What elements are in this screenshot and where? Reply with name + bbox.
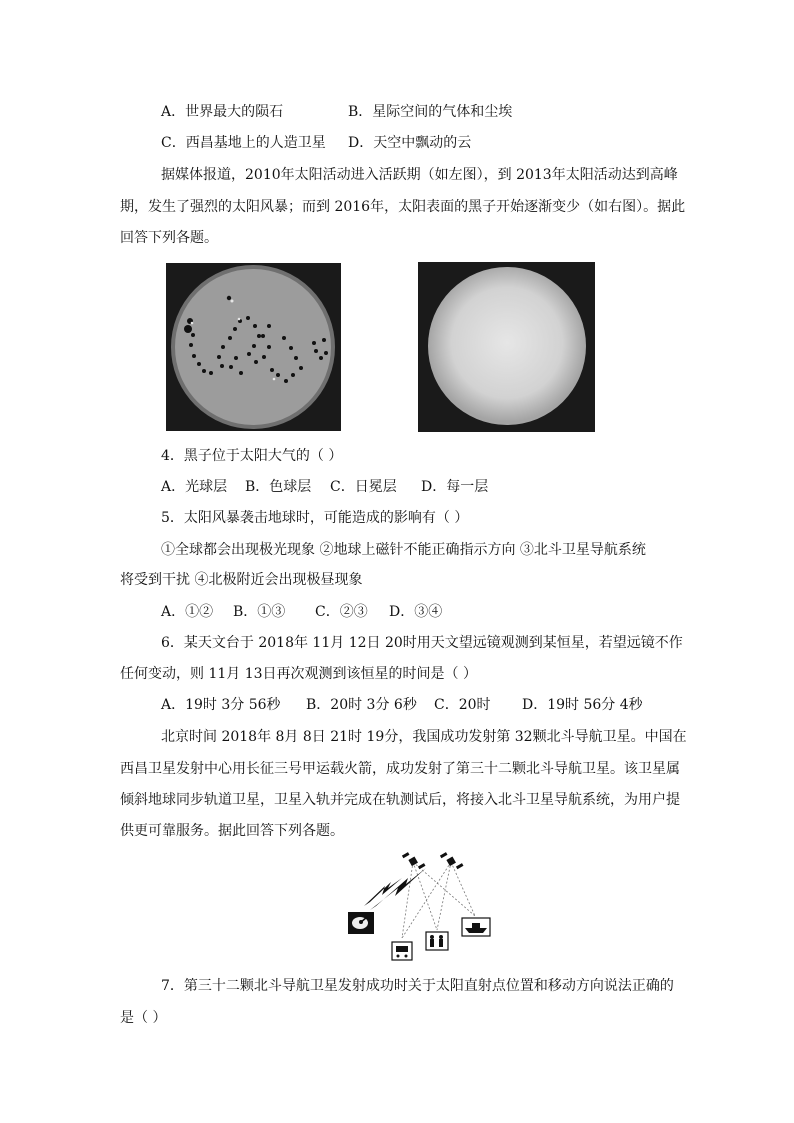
vehicle-icon (392, 942, 412, 960)
passage1-line3: 回答下列各题。 (120, 230, 218, 246)
q7-line2: 是（ ） (120, 1010, 167, 1026)
signal-bolt-icon (364, 878, 402, 906)
passage1-line1: 据媒体报道，2010年太阳活动进入活跃期（如左图），到 2013年太阳活动达到高峰 (161, 167, 678, 183)
q5-option-c: C．②③ (315, 604, 368, 620)
q4-option-d: D．每一层 (421, 479, 489, 495)
q6-option-c: C．20时 (434, 697, 491, 713)
satellite-navigation-diagram (340, 848, 500, 963)
q3-option-a: A．世界最大的陨石 (161, 104, 284, 120)
q6-option-d: D．19时 56分 4秒 (522, 697, 643, 713)
q5-option-b: B．①③ (233, 604, 286, 620)
passage2-line4: 供更可靠服务。据此回答下列各题。 (120, 823, 344, 839)
q6-line2: 任何变动，则 11月 13日再次观测到该恒星的时间是（ ） (120, 666, 477, 682)
q4-option-c: C．日冕层 (330, 479, 397, 495)
q3-option-c: C．西昌基地上的人造卫星 (161, 135, 326, 151)
q6-option-a: A．19时 3分 56秒 (161, 697, 281, 713)
sun-quiet-figure (418, 262, 595, 432)
passage2-line1: 北京时间 2018年 8月 8日 21时 19分，我国成功发射第 32颗北斗导航卫星。中国在 (161, 729, 687, 745)
q5-line1: ①全球都会出现极光现象 ②地球上磁针不能正确指示方向 ③北斗卫星导航系统 (161, 542, 646, 558)
q5-line2: 将受到干扰 ④北极附近会出现极昼现象 (120, 572, 363, 588)
passage1-line2: 期，发生了强烈的太阳风暴；而到 2016年，太阳表面的黑子开始逐渐变少（如右图）。据此 (120, 199, 686, 215)
passage2-line2: 西昌卫星发射中心用长征三号甲运载火箭，成功发射了第三十二颗北斗导航卫星。该卫星属 (120, 761, 680, 777)
ship-icon (462, 918, 490, 936)
q4-stem: 4．黑子位于太阳大气的（ ） (161, 448, 343, 464)
sun-disk-quiet (428, 267, 586, 425)
passage2-line3: 倾斜地球同步轨道卫星，卫星入轨并完成在轨测试后，将接入北斗卫星导航系统，为用户提 (120, 792, 680, 808)
q4-option-a: A．光球层 (161, 479, 228, 495)
q7-line1: 7．第三十二颗北斗导航卫星发射成功时关于太阳直射点位置和移动方向说法正确的 (161, 978, 674, 994)
q5-stem: 5．太阳风暴袭击地球时，可能造成的影响有（ ） (161, 510, 469, 526)
q5-option-a: A．①② (161, 604, 214, 620)
people-icon (426, 932, 448, 950)
q3-option-b: B．星际空间的气体和尘埃 (348, 104, 513, 120)
q4-option-b: B．色球层 (245, 479, 312, 495)
sun-active-figure (166, 263, 341, 431)
q3-option-d: D．天空中飘动的云 (348, 135, 472, 151)
satellite-icon-2 (440, 852, 464, 869)
q6-line1: 6．某天文台于 2018年 11月 12日 20时用天文望远镜观测到某恒星，若望远镜不作 (161, 635, 683, 651)
ground-station-icon (348, 912, 374, 934)
satellite-icon (402, 852, 426, 869)
q6-option-b: B．20时 3分 6秒 (306, 697, 417, 713)
q5-option-d: D．③④ (389, 604, 443, 620)
